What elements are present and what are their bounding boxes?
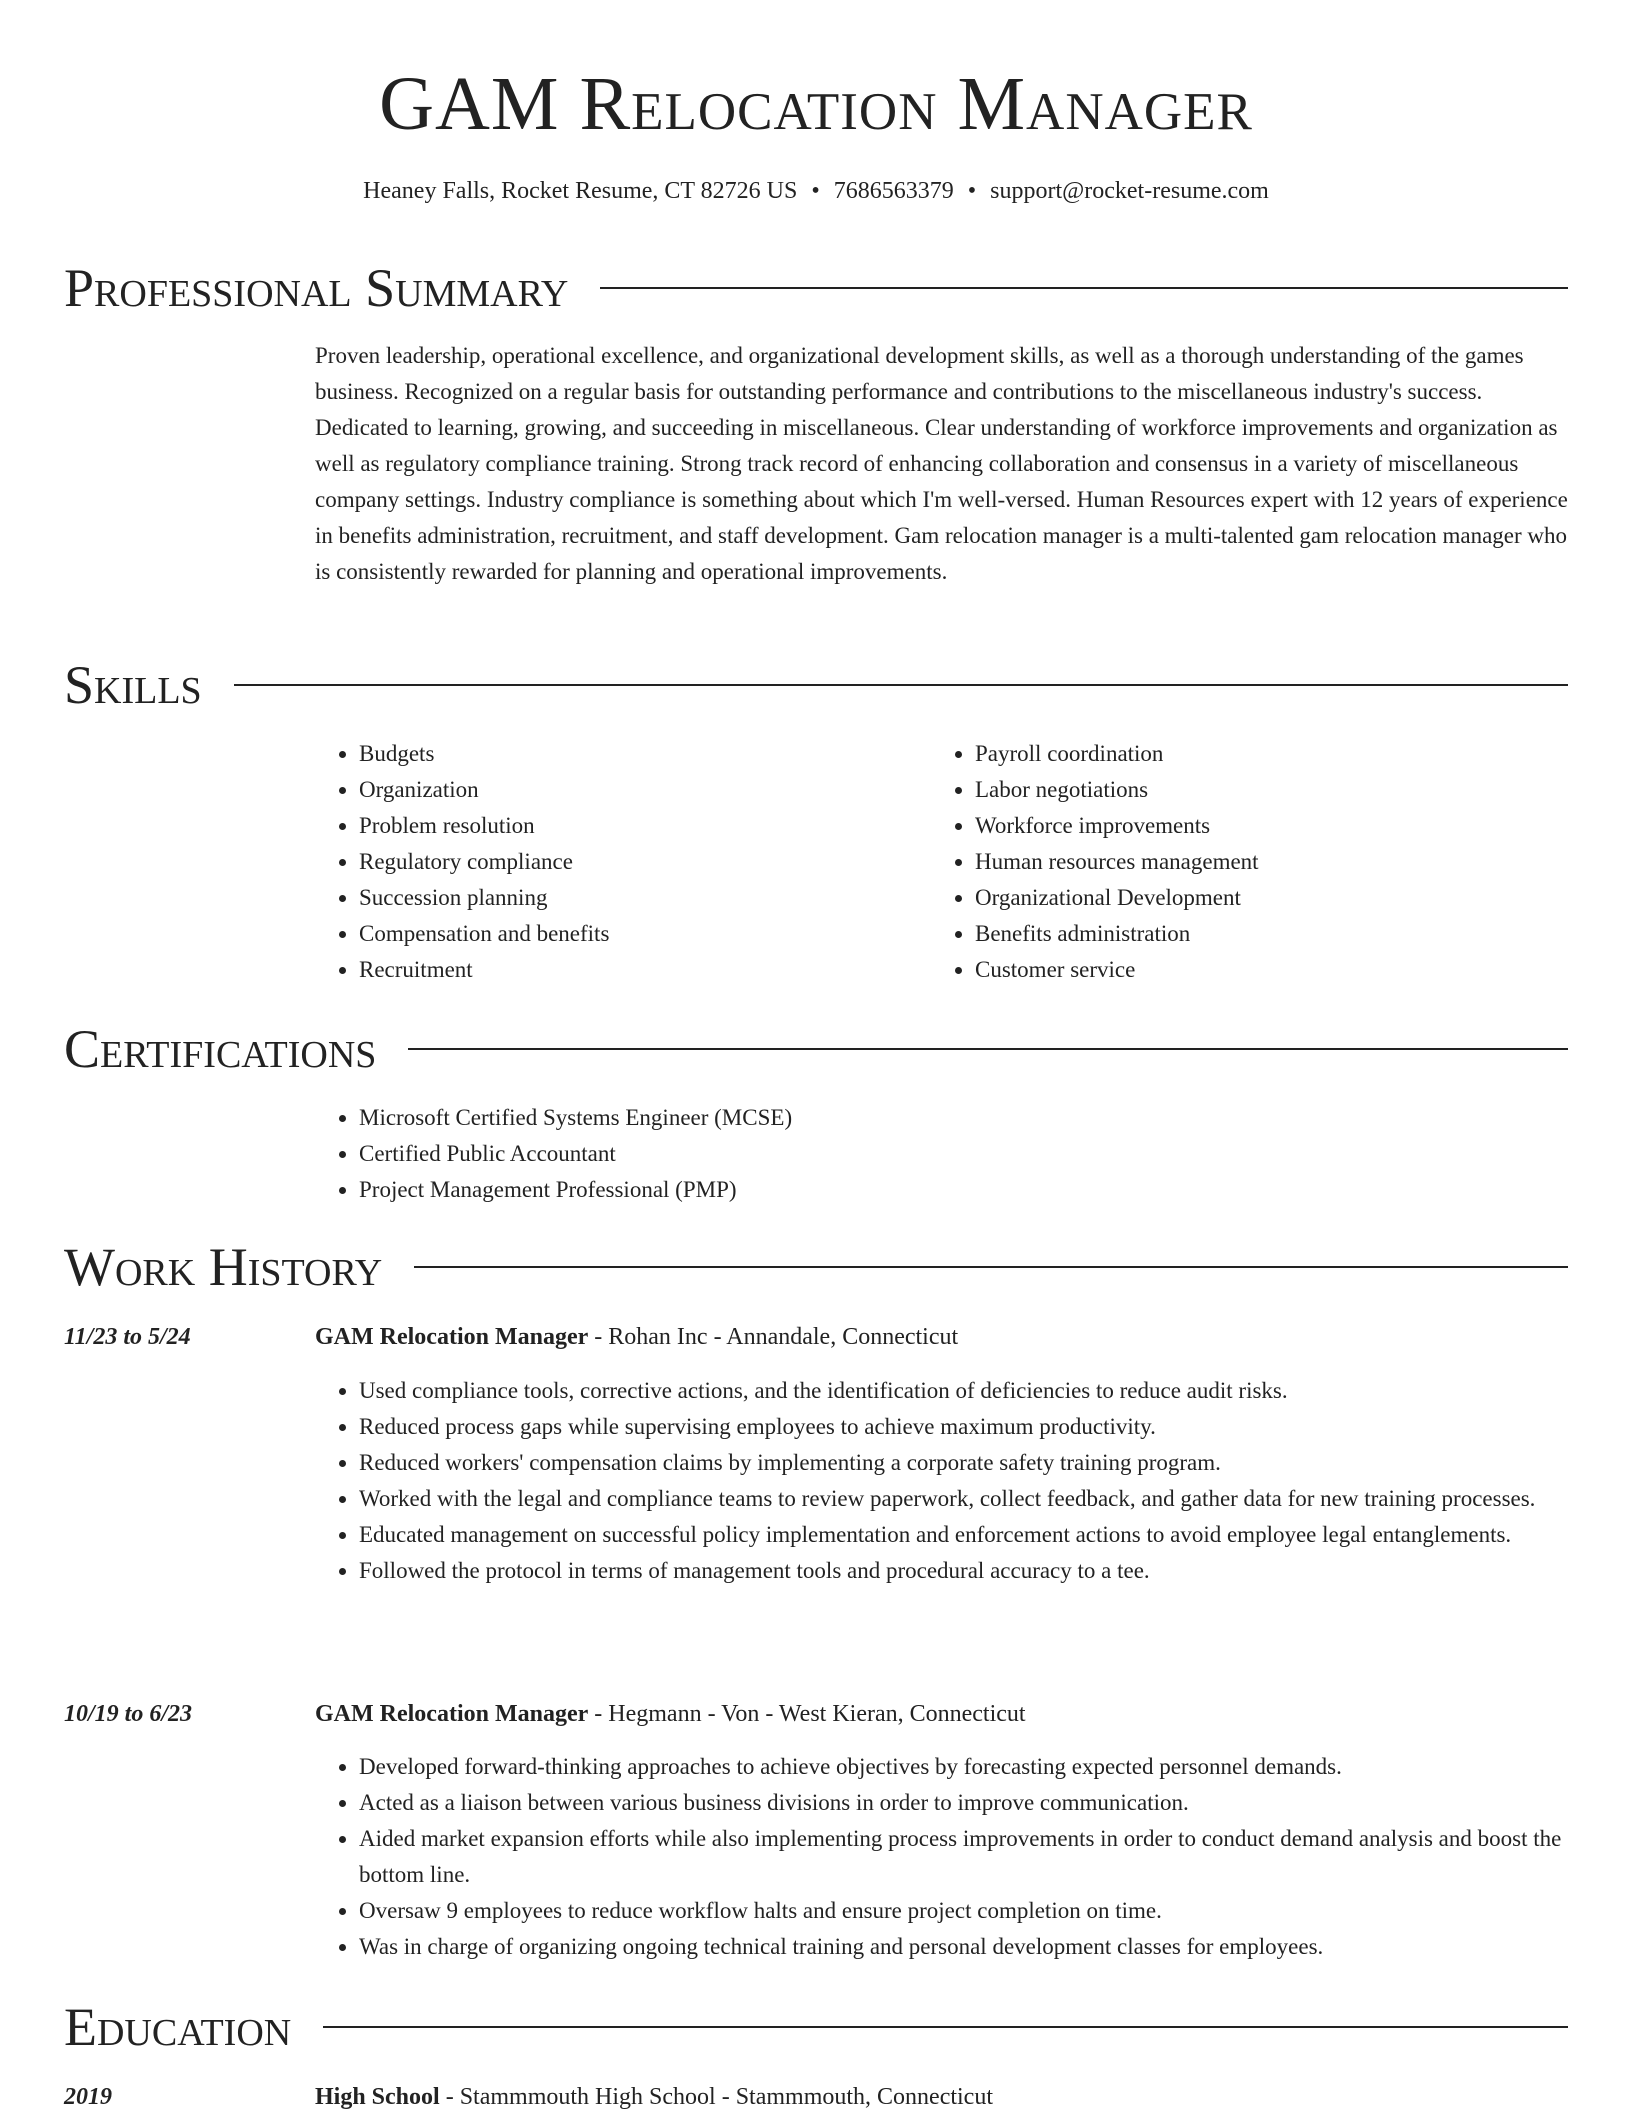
section-divider: [323, 2026, 1568, 2028]
skill-item: • Payroll coordination: [975, 736, 1547, 772]
job-bullet: • Acted as a liaison between various business divisions in order to improve communication.: [359, 1785, 1568, 1821]
certification-item: • Certified Public Accountant: [359, 1136, 1568, 1172]
job-heading: [315, 1696, 1568, 1732]
skill-item: • Organizational Development: [975, 880, 1547, 916]
contact-phone: 7686563379: [833, 178, 954, 204]
section-skills-header: [64, 655, 1568, 715]
job-bullet: • Was in charge of organizing ongoing technical training and personal development classes for employees.: [359, 1929, 1568, 1965]
job-bullets-wrap: [315, 1749, 1568, 1965]
contact-separator: •: [967, 178, 977, 204]
job-bullets: [315, 1373, 1568, 1589]
education-heading: [315, 2079, 1568, 2115]
job-bullet: • Worked with the legal and compliance teams to review paperwork, collect feedback, and gather data for new training processes.: [359, 1481, 1568, 1517]
section-divider: [234, 684, 1568, 686]
contact-email: support@rocket-resume.com: [990, 178, 1269, 204]
job-bullet: • Oversaw 9 employees to reduce workflow halts and ensure project completion on time.: [359, 1893, 1568, 1929]
section-title: Education: [64, 1997, 292, 2057]
skills-list-right: [931, 736, 1547, 988]
section-certifications-header: [64, 1019, 1568, 1079]
contact-separator: •: [811, 178, 820, 204]
section-work-header: [64, 1237, 1568, 1297]
job-bullet: • Reduced process gaps while supervising employees to achieve maximum productivity.: [359, 1409, 1568, 1445]
skills-columns: [315, 736, 1568, 988]
job-heading: [315, 1319, 1568, 1355]
section-title: Certifications: [64, 1019, 377, 1079]
skill-item: • Organization: [359, 772, 931, 808]
job-title: GAM Relocation Manager: [315, 1324, 589, 1350]
skill-item: • Benefits administration: [975, 916, 1547, 952]
job-employer: - Rohan Inc - Annandale, Connecticut: [588, 1324, 959, 1350]
job-bullets-wrap: [315, 1373, 1568, 1589]
skill-item: • Regulatory compliance: [359, 844, 931, 880]
section-title: Work History: [64, 1237, 383, 1297]
skill-item: • Compensation and benefits: [359, 916, 931, 952]
education-school: - Stammmouth High School - Stammmouth, Connecticut: [439, 2084, 994, 2110]
job-bullet: • Used compliance tools, corrective actions, and the identification of deficiencies to reduce audit risks.: [359, 1373, 1568, 1409]
contact-line: [0, 176, 1632, 206]
skill-item: • Customer service: [975, 952, 1547, 988]
certifications-list-wrap: [315, 1100, 1568, 1208]
skill-item: • Budgets: [359, 736, 931, 772]
skill-item: • Workforce improvements: [975, 808, 1547, 844]
contact-address: Heaney Falls, Rocket Resume, CT 82726 US: [363, 178, 798, 204]
job-dates: 11/23 to 5/24: [64, 1324, 191, 1350]
skill-item: • Labor negotiations: [975, 772, 1547, 808]
section-divider: [408, 1048, 1568, 1050]
job-bullet: • Developed forward-thinking approaches to achieve objectives by forecasting expected personnel demands.: [359, 1749, 1568, 1785]
job-employer: - Hegmann - Von - West Kieran, Connecticut: [588, 1701, 1026, 1727]
education-degree: High School: [315, 2084, 440, 2110]
skills-list-left: [315, 736, 931, 988]
section-summary-header: [64, 258, 1568, 318]
section-title: Professional Summary: [64, 258, 569, 318]
section-divider: [600, 287, 1568, 289]
job-dates: 10/19 to 6/23: [64, 1701, 193, 1727]
section-title: Skills: [64, 655, 202, 715]
job-bullets: [315, 1749, 1568, 1965]
job-bullet: • Aided market expansion efforts while also implementing process improvements in order to conduct demand analysis and boost the bottom line.: [359, 1821, 1568, 1893]
certifications-list: [315, 1100, 1568, 1208]
job-title: GAM Relocation Manager: [315, 1701, 589, 1727]
resume-name: GAM Relocation Manager: [379, 62, 1253, 146]
skill-item: • Human resources management: [975, 844, 1547, 880]
section-divider: [414, 1266, 1568, 1268]
summary-text: Proven leadership, operational excellence, and organizational development skills, as well as a thorough understanding of the games business. Recognized on a regular basis for outstanding performance and contributions to the miscellaneous industry's success. Dedicated to learning, growing, and succeeding in miscellaneous. Clear understanding of workforce improvements and organization as well as regulatory compliance training. Strong track record of enhancing collaboration and consensus in a variety of miscellaneous company settings. Industry compliance is something about which I'm well-versed. Human Resources expert with 12 years of experience in benefits administration, recruitment, and staff development. Gam relocation manager is a multi-talented gam relocation manager who is consistently rewarded for planning and operational improvements.: [315, 343, 1568, 584]
skill-item: • Recruitment: [359, 952, 931, 988]
job-bullet: • Followed the protocol in terms of management tools and procedural accuracy to a tee.: [359, 1553, 1568, 1589]
skill-item: • Problem resolution: [359, 808, 931, 844]
job-bullet: • Reduced workers' compensation claims by implementing a corporate safety training program.: [359, 1445, 1568, 1481]
education-year: 2019: [64, 2084, 112, 2110]
skill-item: • Succession planning: [359, 880, 931, 916]
certification-item: • Project Management Professional (PMP): [359, 1172, 1568, 1208]
certification-item: • Microsoft Certified Systems Engineer (MCSE): [359, 1100, 1568, 1136]
section-education-header: [64, 1997, 1568, 2057]
job-bullet: • Educated management on successful policy implementation and enforcement actions to avoid employee legal entanglements.: [359, 1517, 1568, 1553]
